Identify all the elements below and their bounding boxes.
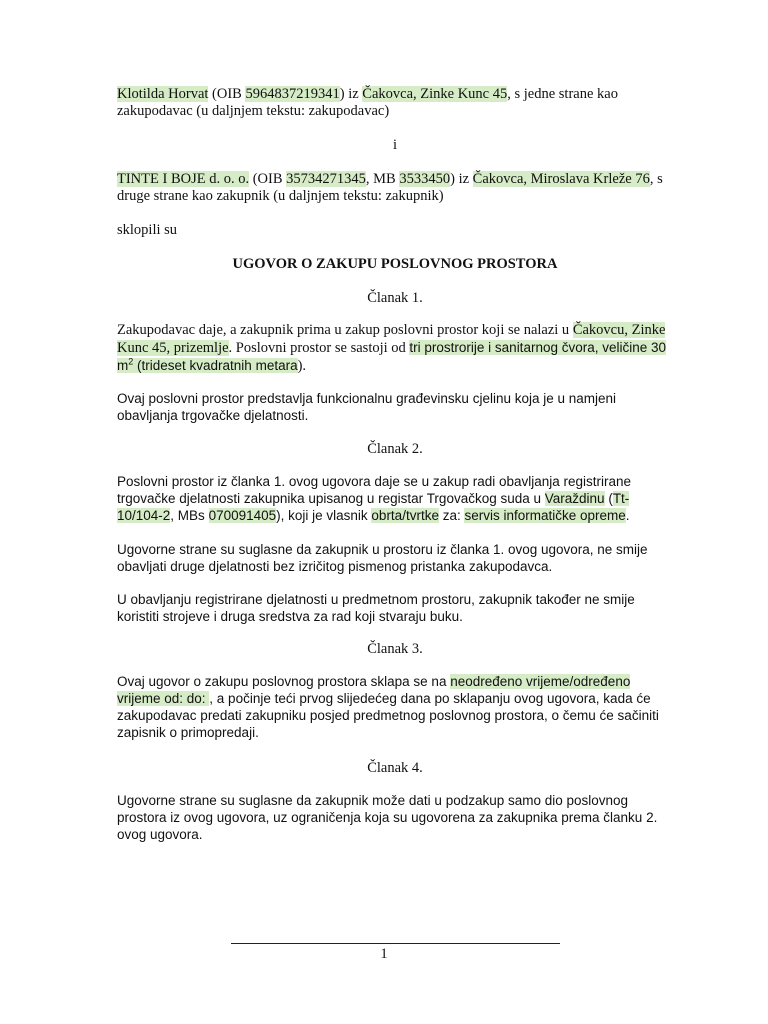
business-activity: servis informatičke opreme	[464, 508, 626, 523]
conjunction: i	[392, 137, 398, 153]
text: ), koji je vlasnik	[276, 508, 372, 523]
text: tri prostrorije i sanitarnog čvora, veličine 30 m	[117, 340, 667, 373]
text: (trideset kvadratnih metara	[133, 358, 298, 373]
text: , s druge strane kao zakupnik (u daljnjem tekstu: zakupnik)	[117, 171, 663, 204]
article4-heading: Članak 4.	[367, 760, 423, 776]
party2-oib: 35734271345	[286, 171, 366, 187]
article1-paragraph1	[117, 322, 673, 375]
party2-paragraph	[117, 171, 673, 205]
text: Zakupodavac daje, a zakupnik prima u zakup poslovni prostor koji se nalazi u	[117, 322, 573, 338]
article3-paragraph1	[117, 673, 673, 741]
party1-name: Klotilda Horvat	[117, 86, 209, 102]
text: (OIB	[249, 171, 287, 187]
footer-separator	[231, 943, 560, 944]
article2-paragraph1	[117, 473, 673, 524]
article3-heading: Članak 3.	[367, 641, 423, 657]
text: Poslovni prostor iz članka 1. ovog ugovora daje se u zakup radi obavljanja registrirane trgovačke djelatnosti zakupnika upisanog u registar Trgovačkog suda u	[117, 474, 632, 506]
party1-paragraph	[117, 86, 673, 120]
party1-address: Čakovca, Zinke Kunc 45	[362, 86, 508, 102]
article2-paragraph3: U obavljanju registrirane djelatnosti u predmetnom prostoru, zakupnik također ne smije koristiti strojeve i druga sredstva za rad koji stvaraju buku.	[117, 592, 635, 624]
text: (	[604, 491, 613, 506]
text: (OIB	[208, 86, 246, 102]
business-type: obrta/tvrtke	[371, 508, 439, 523]
text: , MB	[365, 171, 400, 187]
text: za:	[438, 508, 465, 523]
article1-paragraph2: Ovaj poslovni prostor predstavlja funkcionalnu građevinsku cjelinu koja je u namjeni obavljanja trgovačke djelatnosti.	[117, 391, 617, 423]
registry-mbs: 070091405	[208, 508, 277, 523]
text: . Poslovni prostor se sastoji od	[228, 340, 410, 356]
text: ) iz	[339, 86, 363, 102]
contract-term: neodređeno vrijeme/određeno vrijeme od: do:	[117, 674, 631, 706]
party2-mb: 3533450	[399, 171, 451, 187]
text: Ovaj ugovor o zakupu poslovnog prostora sklapa se na	[117, 674, 451, 689]
intro-text: sklopili su	[117, 222, 178, 238]
text: , s jedne strane kao zakupodavac (u daljnjem tekstu: zakupodavac)	[117, 86, 618, 119]
text: .	[625, 508, 630, 523]
contract-title: UGOVOR O ZAKUPU POSLOVNOG PROSTORA	[232, 256, 558, 272]
article2-heading: Članak 2.	[367, 441, 423, 457]
premises-location: Čakovcu, Zinke Kunc 45, prizemlje	[117, 322, 666, 356]
article1-heading: Članak 1.	[367, 290, 423, 306]
party1-oib: 5964837219341	[245, 86, 340, 102]
text: ) iz	[450, 171, 473, 187]
text: , a počinje teći prvog slijedećeg dana po sklapanju ovog ugovora, kada će zakupodavac predati zakupniku posjed predmetnog poslovnog prostora, o čemu će sačiniti zapisnik o primopredaji.	[117, 691, 659, 740]
text: , MBs	[170, 508, 209, 523]
court-city: Varaždinu	[544, 491, 605, 506]
page-number: 1	[380, 946, 388, 962]
text: ).	[297, 358, 307, 374]
party2-name: TINTE I BOJE d. o. o.	[117, 171, 250, 187]
article4-paragraph1: Ugovorne strane su suglasne da zakupnik može dati u podzakup samo dio poslovnog prostora iz ovog ugovora, uz ograničenja koja su ugovorena za zakupnika prema članku 2. ovog ugovora.	[117, 793, 658, 842]
registry-tt: Tt-10/104-2	[117, 491, 630, 523]
party2-address: Čakovca, Miroslava Krleže 76	[472, 171, 650, 187]
article2-paragraph2: Ugovorne strane su suglasne da zakupnik u prostoru iz članka 1. ovog ugovora, ne smije obavljati druge djelatnosti bez izričitog pismenog pristanka zakupodavca.	[117, 542, 648, 574]
superscript: 2	[128, 356, 134, 367]
